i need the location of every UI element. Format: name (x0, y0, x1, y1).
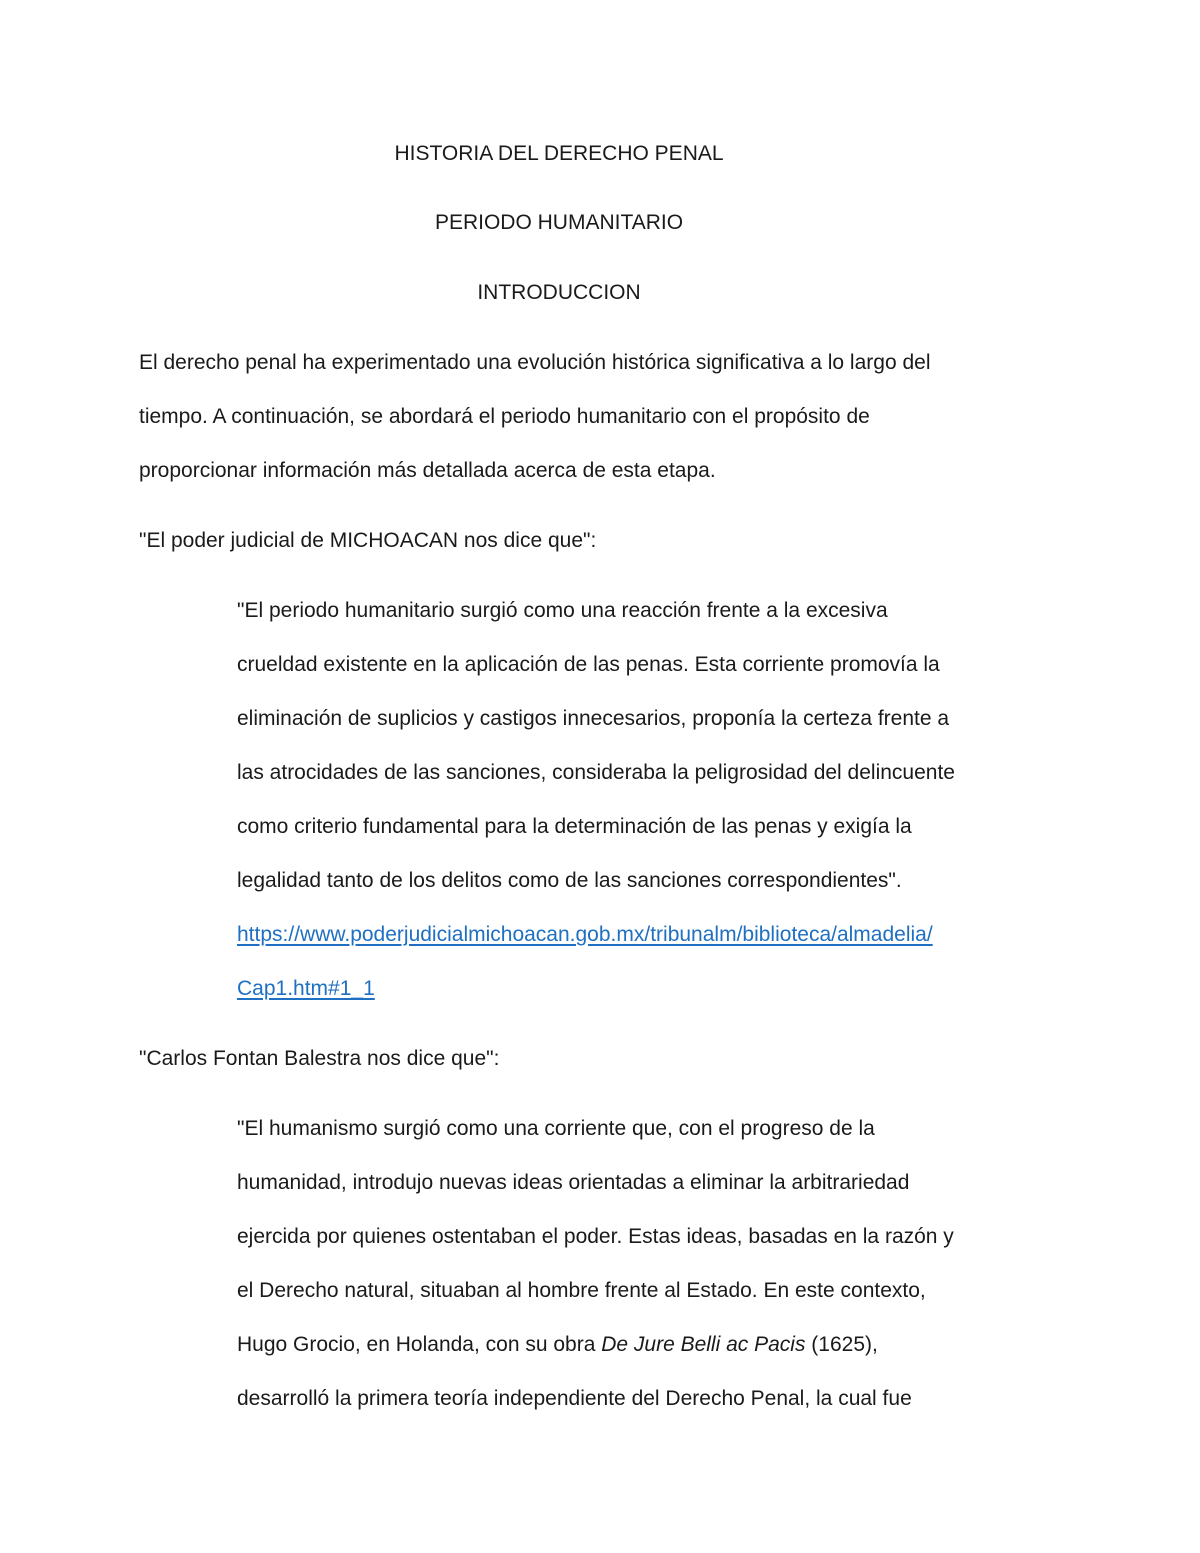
source-link-continuation[interactable]: Cap1.htm#1_1 (237, 977, 375, 1000)
quote-line: las atrocidades de las sanciones, consideraba la peligrosidad del delincuente (237, 761, 955, 784)
quote-line: "El humanismo surgió como una corriente que, con el progreso de la (237, 1117, 875, 1140)
quote-line: eliminación de suplicios y castigos innecesarios, proponía la certeza frente a (237, 707, 950, 730)
source-link-line[interactable] (237, 922, 933, 948)
quote-line: crueldad existente en la aplicación de las penas. Esta corriente promovía la (237, 653, 940, 676)
intro-line: El derecho penal ha experimentado una evolución histórica significativa a lo largo del (139, 351, 931, 374)
source-lead-michoacan: "El poder judicial de MICHOACAN nos dice que": (139, 529, 597, 552)
section-heading: INTRODUCCION (477, 281, 641, 304)
document-title: HISTORIA DEL DERECHO PENAL (394, 142, 724, 165)
source-link-line[interactable] (237, 976, 375, 1002)
quote-line: desarrolló la primera teoría independiente del Derecho Penal, la cual fue (237, 1387, 912, 1410)
quote-line: ejercida por quienes ostentaban el poder. Estas ideas, basadas en la razón y (237, 1225, 954, 1248)
quote-line-grocio (237, 1332, 878, 1358)
intro-line: proporcionar información más detallada acerca de esta etapa. (139, 459, 716, 482)
quote-line: como criterio fundamental para la determinación de las penas y exigía la (237, 815, 912, 838)
source-lead-fontan-balestra: "Carlos Fontan Balestra nos dice que": (139, 1047, 500, 1070)
quote-line: "El periodo humanitario surgió como una reacción frente a la excesiva (237, 599, 888, 622)
source-link[interactable]: https://www.poderjudicialmichoacan.gob.mx/tribunalm/biblioteca/almadelia/ (237, 923, 933, 946)
quote-line: humanidad, introdujo nuevas ideas orientadas a eliminar la arbitrariedad (237, 1171, 910, 1194)
intro-line: tiempo. A continuación, se abordará el periodo humanitario con el propósito de (139, 405, 870, 428)
quote-line: el Derecho natural, situaban al hombre frente al Estado. En este contexto, (237, 1279, 926, 1302)
quote-text: (1625), (805, 1333, 878, 1356)
document-subtitle: PERIODO HUMANITARIO (434, 211, 684, 234)
work-title: De Jure Belli ac Pacis (601, 1333, 806, 1356)
quote-line: legalidad tanto de los delitos como de las sanciones correspondientes". (237, 869, 902, 892)
quote-text: Hugo Grocio, en Holanda, con su obra (237, 1333, 602, 1356)
